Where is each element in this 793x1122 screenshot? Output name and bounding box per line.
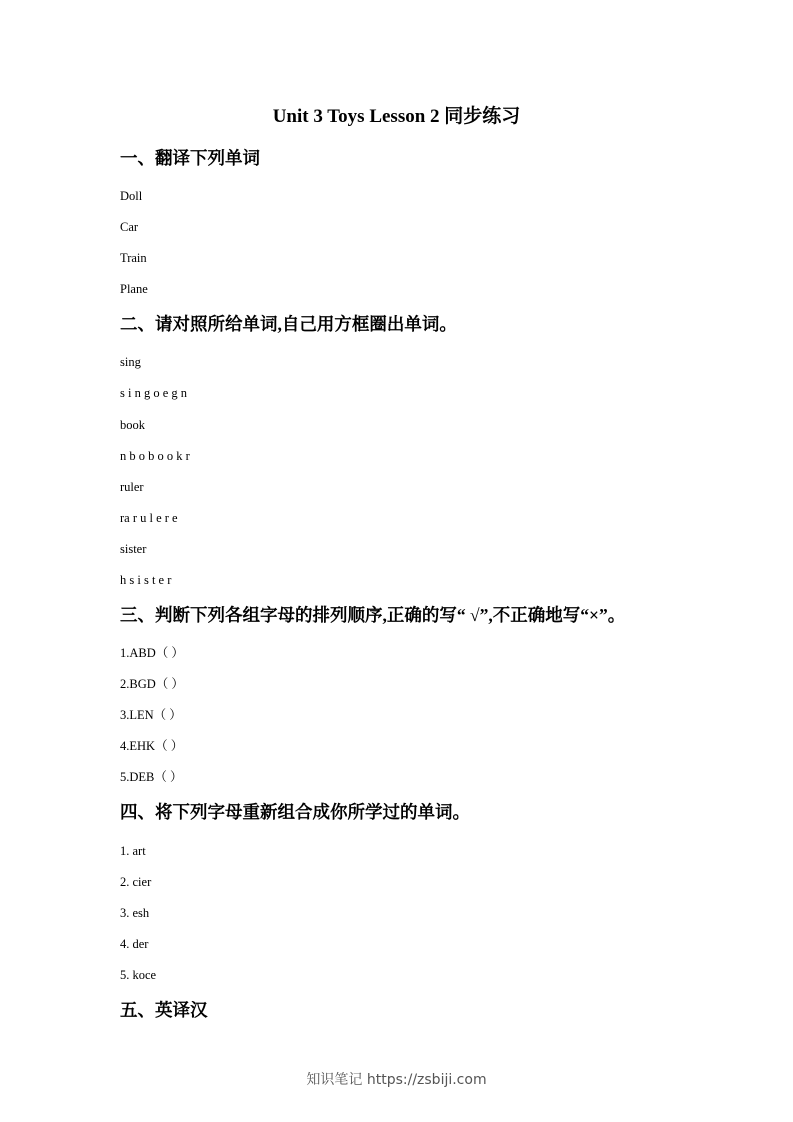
section-1-item: Train: [120, 251, 147, 265]
section-1-item: Plane: [120, 282, 148, 296]
section-3-item: 3.LEN（ ）: [120, 708, 182, 722]
section-3-item: 2.BGD（ ）: [120, 677, 184, 691]
section-4-item: 4. der: [120, 937, 149, 951]
section-5-heading: 五、英译汉: [120, 1000, 208, 1020]
section-3-item: 5.DEB（ ）: [120, 770, 183, 784]
section-2-item: ruler: [120, 480, 144, 494]
section-2-item: sister: [120, 542, 147, 556]
section-1-heading: 一、翻译下列单词: [120, 148, 260, 168]
section-4-item: 1. art: [120, 844, 146, 858]
section-2-heading: 二、请对照所给单词,自己用方框圈出单词。: [120, 314, 457, 334]
page-title: Unit 3 Toys Lesson 2 同步练习: [272, 106, 521, 127]
section-2-item: s i n g o e g n: [120, 386, 188, 400]
footer-watermark: 知识笔记 https://zsbiji.com: [306, 1072, 487, 1088]
section-2-item: book: [120, 418, 145, 432]
section-4-item: 2. cier: [120, 875, 152, 889]
section-4-item: 5. koce: [120, 968, 157, 982]
section-3-item: 4.EHK（ ）: [120, 739, 184, 753]
section-4-heading: 四、将下列字母重新组合成你所学过的单词。: [120, 802, 470, 822]
section-1-item: Car: [120, 220, 139, 234]
section-2-item: h s i s t e r: [120, 573, 172, 587]
section-2-item: n b o b o o k r: [120, 449, 190, 463]
section-3-item: 1.ABD（ ）: [120, 646, 184, 660]
section-2-item: ra r u l e r e: [120, 511, 178, 525]
section-1-item: Doll: [120, 189, 143, 203]
section-4-item: 3. esh: [120, 906, 150, 920]
section-2-item: sing: [120, 355, 141, 369]
section-3-heading: 三、判断下列各组字母的排列顺序,正确的写“ √”,不正确地写“×”。: [120, 605, 626, 625]
